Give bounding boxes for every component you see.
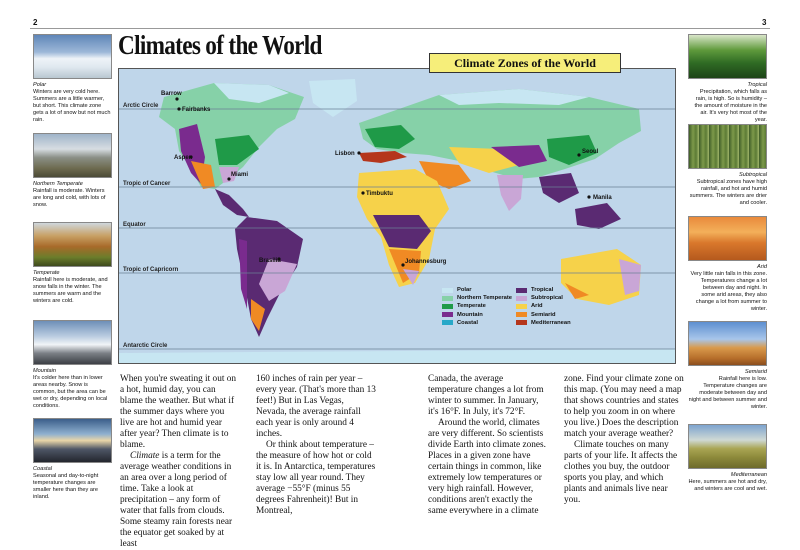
- subtropical-photo: [688, 124, 767, 169]
- caption-text: Rainfall is moderate. Winters are long and cold, with lots of snow.: [33, 187, 106, 208]
- city-timbuktu: Timbuktu: [366, 191, 393, 197]
- polar-photo: [33, 34, 112, 79]
- caption-heading: Temperate: [33, 270, 60, 276]
- legend-item: Northern Temperate: [442, 294, 516, 302]
- legend-item: Arid: [516, 302, 590, 310]
- caption-temperate: [33, 222, 112, 305]
- city-fairbanks: Fairbanks: [182, 107, 211, 113]
- legend-item: Temperate: [442, 302, 516, 310]
- caption-subtropical: [688, 124, 767, 207]
- caption-polar: [33, 34, 112, 124]
- lat-label-cancer: Tropic of Cancer: [123, 181, 171, 187]
- paragraph: 160 inches of rain per year – every year. (That's more than 13 feet!) But in Las Vegas, Nevada, the average rainfall each year is only around 4 inches.: [256, 374, 376, 439]
- legend-item: Coastal: [442, 319, 516, 327]
- caption-northern-temperate: [33, 133, 112, 209]
- caption-text: Winters are very cold here. Summers are a little warmer, but short. This climate zone gets a lot of snow but not much rain.: [33, 88, 111, 123]
- page-number-left: 2: [33, 18, 38, 27]
- mountain-photo: [33, 320, 112, 365]
- climate-zone-map: [118, 68, 676, 364]
- world-map-graphic: [119, 69, 675, 363]
- caption-text: Very little rain falls in this zone. Temperatures change a lot between day and night. In some arid areas, they also change a lot from summer to winter.: [690, 270, 767, 312]
- mediterranean-photo: [688, 424, 767, 469]
- legend-item: Semiarid: [516, 311, 590, 319]
- caption-coastal: [33, 418, 112, 501]
- legend-item: Mountain: [442, 311, 516, 319]
- caption-semiarid: [688, 321, 767, 411]
- paragraph: When you're sweating it out on a hot, humid day, you can blame the weather. But what if the summer days where you live are hot and humid year after year? Then climate is to blame.: [120, 374, 237, 450]
- city-barrow: Barrow: [161, 91, 182, 97]
- paragraph: Or think about temperature – the measure of how hot or cold it is. In Antarctica, temperatures stay low all year round. They average −55°F (minus 55 degrees Fahrenheit)! But in Montreal,: [256, 439, 376, 516]
- caption-text: Subtropical zones have high rainfall, and hot and humid summers. The winters are drier and cooler.: [689, 178, 767, 206]
- page-number-right: 3: [762, 18, 767, 27]
- caption-heading: Northern Temperate: [33, 181, 83, 187]
- caption-mediterranean: [688, 424, 767, 493]
- caption-mountain: [33, 320, 112, 410]
- header-rule: [30, 28, 770, 29]
- paragraph: Around the world, climates are very different. So scientists divide Earth into climate zones. Places in a given zone have certain things in common, like extremely low temperatures or very high rainfall. However, conditions aren't exactly the same everywhere in a climate: [428, 417, 546, 516]
- lat-label-capricorn: Tropic of Capricorn: [123, 267, 179, 273]
- caption-text: Here, summers are hot and dry, and winters are cool and wet.: [688, 478, 767, 492]
- caption-arid: [688, 216, 767, 313]
- city-manila: Manila: [593, 195, 612, 201]
- coastal-photo: [33, 418, 112, 463]
- city-brasilia: Brasilia: [259, 258, 281, 264]
- northern-temperate-photo: [33, 133, 112, 178]
- legend-item: Polar: [442, 286, 516, 294]
- lat-label-antarctic: Antarctic Circle: [123, 343, 168, 349]
- caption-heading: Mountain: [33, 368, 57, 374]
- paragraph: Climate is a term for the average weather conditions in an area over a long period of time. Take a look at precipitation – any form of water that falls from clouds. Some steamy rain forests near the equator get soaked by at least: [120, 450, 233, 549]
- paragraph: zone. Find your climate zone on this map. (You may need a map that shows countries and states to help you zoom in on where you live.) Does the description match your average weather?: [564, 374, 684, 439]
- lat-label-equator: Equator: [123, 222, 146, 228]
- legend-item: Mediterranean: [516, 319, 590, 327]
- caption-heading: Mediterranean: [730, 472, 767, 478]
- legend-item: Tropical: [516, 286, 590, 294]
- paragraph: Climate touches on many parts of your life. It affects the clothes you buy, the outdoor sports you play, and which plants and animals live near you.: [564, 439, 678, 505]
- caption-text: Rainfall here is low. Temperature changes are moderate between day and night and between summer and winter.: [688, 375, 767, 410]
- caption-tropical: [688, 34, 767, 124]
- paragraph: Canada, the average temperature changes a lot from winter to summer. In January, it's 16°F. In July, it's 72°F.: [428, 374, 544, 417]
- tropical-photo: [688, 34, 767, 79]
- city-lisbon: Lisbon: [335, 151, 355, 157]
- page-title: Climates of the World: [118, 30, 322, 60]
- caption-text: Rainfall here is moderate, and snow falls in the winter. The summers are warm and the winters are cold.: [33, 276, 108, 304]
- body-column-3: [428, 374, 548, 517]
- caption-heading: Coastal: [33, 466, 52, 472]
- caption-heading: Subtropical: [739, 172, 767, 178]
- caption-heading: Arid: [757, 264, 767, 270]
- caption-heading: Tropical: [747, 82, 767, 88]
- body-column-1: [120, 374, 240, 550]
- body-column-2: [256, 374, 376, 517]
- caption-text: It's colder here than in lower areas nearby. Snow is common, but the area can be wet or dry, depending on local conditions.: [33, 374, 108, 409]
- caption-heading: Semiarid: [744, 369, 767, 375]
- city-seoul: Seoul: [582, 149, 599, 155]
- arid-photo: [688, 216, 767, 261]
- caption-heading: Polar: [33, 82, 47, 88]
- caption-text: Seasonal and day-to-night temperature changes are smaller here than they are inland.: [33, 472, 99, 500]
- body-column-4: [564, 374, 684, 506]
- city-aspen: Aspen: [174, 155, 193, 161]
- map-legend: [442, 286, 590, 327]
- legend-item: Subtropical: [516, 294, 590, 302]
- temperate-photo: [33, 222, 112, 267]
- lat-label-arctic: Arctic Circle: [123, 103, 159, 109]
- map-title: Climate Zones of the World: [429, 53, 621, 73]
- city-miami: Miami: [231, 172, 249, 178]
- caption-text: Precipitation, which falls as rain, is high. So is humidity – the amount of moisture in the air. It's very hot most of the year.: [694, 88, 767, 123]
- semiarid-photo: [688, 321, 767, 366]
- city-johannesburg: Johannesburg: [405, 259, 447, 265]
